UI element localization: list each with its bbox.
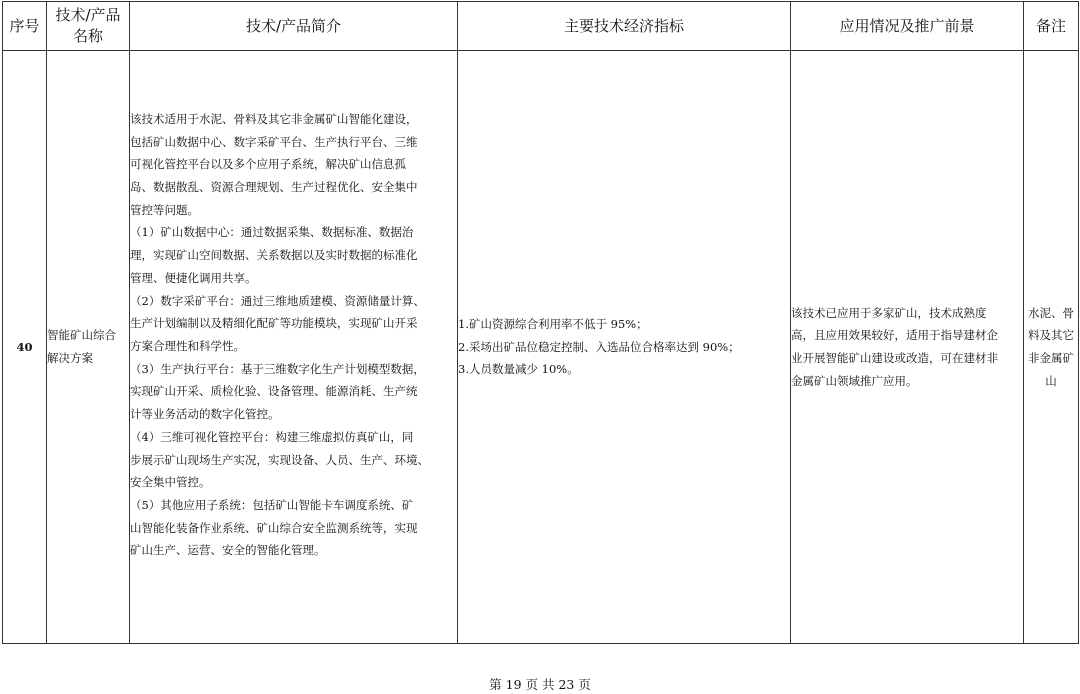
row-metrics-text: [458, 313, 790, 381]
metric-line: 3.人员数量减少 10%。: [458, 362, 579, 377]
header-name: [47, 2, 130, 51]
desc-line: 实现矿山开采、质检化验、设备管理、能源消耗、生产统: [130, 384, 418, 399]
note-line: 山: [1045, 373, 1057, 388]
desc-line: 管控等问题。: [130, 202, 199, 217]
desc-line: （2）数字采矿平台：通过三维地质建模、资源储量计算、: [130, 293, 425, 308]
header-metrics: 主要技术经济指标: [458, 2, 791, 51]
desc-line: 管理、便捷化调用共享。: [130, 270, 257, 285]
desc-line: 生产计划编制以及精细化配矿等功能模块，实现矿山开采: [130, 316, 418, 331]
desc-line: （5）其他应用子系统：包括矿山智能卡车调度系统、矿: [130, 497, 414, 512]
note-line: 非金属矿: [1028, 351, 1074, 365]
desc-line: 该技术适用于水泥、骨料及其它非金属矿山智能化建设，: [130, 111, 418, 126]
note-line: 水泥、骨: [1028, 305, 1074, 320]
metric-line: 2.采场出矿品位稳定控制、入选品位合格率达到 90%；: [458, 339, 740, 354]
header-notes: 备注: [1024, 2, 1079, 51]
metric-line: 1.矿山资源综合利用率不低于 95%；: [458, 316, 648, 331]
desc-line: （1）矿山数据中心：通过数据采集、数据标准、数据治: [130, 225, 414, 240]
row-no: 40: [3, 51, 47, 644]
page-footer: 第 19 页 共 23 页: [489, 677, 591, 692]
table-row: [3, 51, 1079, 644]
desc-line: 计等业务活动的数字化管控。: [130, 407, 280, 422]
row-application-text: [791, 302, 1023, 393]
row-application: [791, 51, 1024, 644]
row-name: [47, 51, 130, 644]
application-line: 金属矿山领域推广应用。: [791, 373, 918, 388]
application-line: 该技术已应用于多家矿山，技术成熟度: [791, 305, 987, 320]
header-name-line: 技术/产品: [55, 6, 121, 24]
desc-line: 包括矿山数据中心、数字采矿平台、生产执行平台、三维: [130, 134, 418, 149]
desc-line: 矿山生产、运营、安全的智能化管理。: [130, 543, 326, 558]
table-header-row: [3, 2, 1079, 51]
row-notes-text: [1024, 302, 1078, 393]
header-application: 应用情况及推广前景: [791, 2, 1024, 51]
row-name-line: 解决方案: [47, 351, 93, 365]
desc-line: 可视化管控平台以及多个应用子系统，解决矿山信息孤: [130, 157, 406, 172]
application-line: 高，且应用效果较好，适用于指导建材企: [791, 328, 998, 343]
row-desc: [130, 51, 458, 644]
row-metrics: [458, 51, 791, 644]
desc-line: 理，实现矿山空间数据、关系数据以及实时数据的标准化: [130, 248, 418, 263]
header-desc: 技术/产品简介: [130, 2, 458, 51]
desc-line: （4）三维可视化管控平台：构建三维虚拟仿真矿山，同: [130, 429, 414, 444]
desc-line: 山智能化装备作业系统、矿山综合安全监测系统等，实现: [130, 520, 418, 535]
note-line: 料及其它: [1028, 328, 1074, 343]
desc-line: 步展示矿山现场生产实况，实现设备、人员、生产、环境、: [130, 452, 429, 467]
desc-line: 方案合理性和科学性。: [130, 339, 245, 353]
application-line: 业开展智能矿山建设或改造，可在建材非: [791, 351, 998, 365]
row-name-line: 智能矿山综合: [47, 328, 116, 343]
desc-line: 岛、数据散乱、资源合理规划、生产过程优化、安全集中: [130, 180, 418, 195]
technology-table: [2, 1, 1079, 644]
row-notes: [1024, 51, 1079, 644]
header-no: 序号: [3, 2, 47, 51]
desc-line: 安全集中管控。: [130, 475, 211, 490]
desc-line: （3）生产执行平台：基于三维数字化生产计划模型数据，: [130, 361, 425, 376]
header-name-line: 名称: [72, 27, 103, 45]
row-desc-text: [130, 108, 457, 562]
